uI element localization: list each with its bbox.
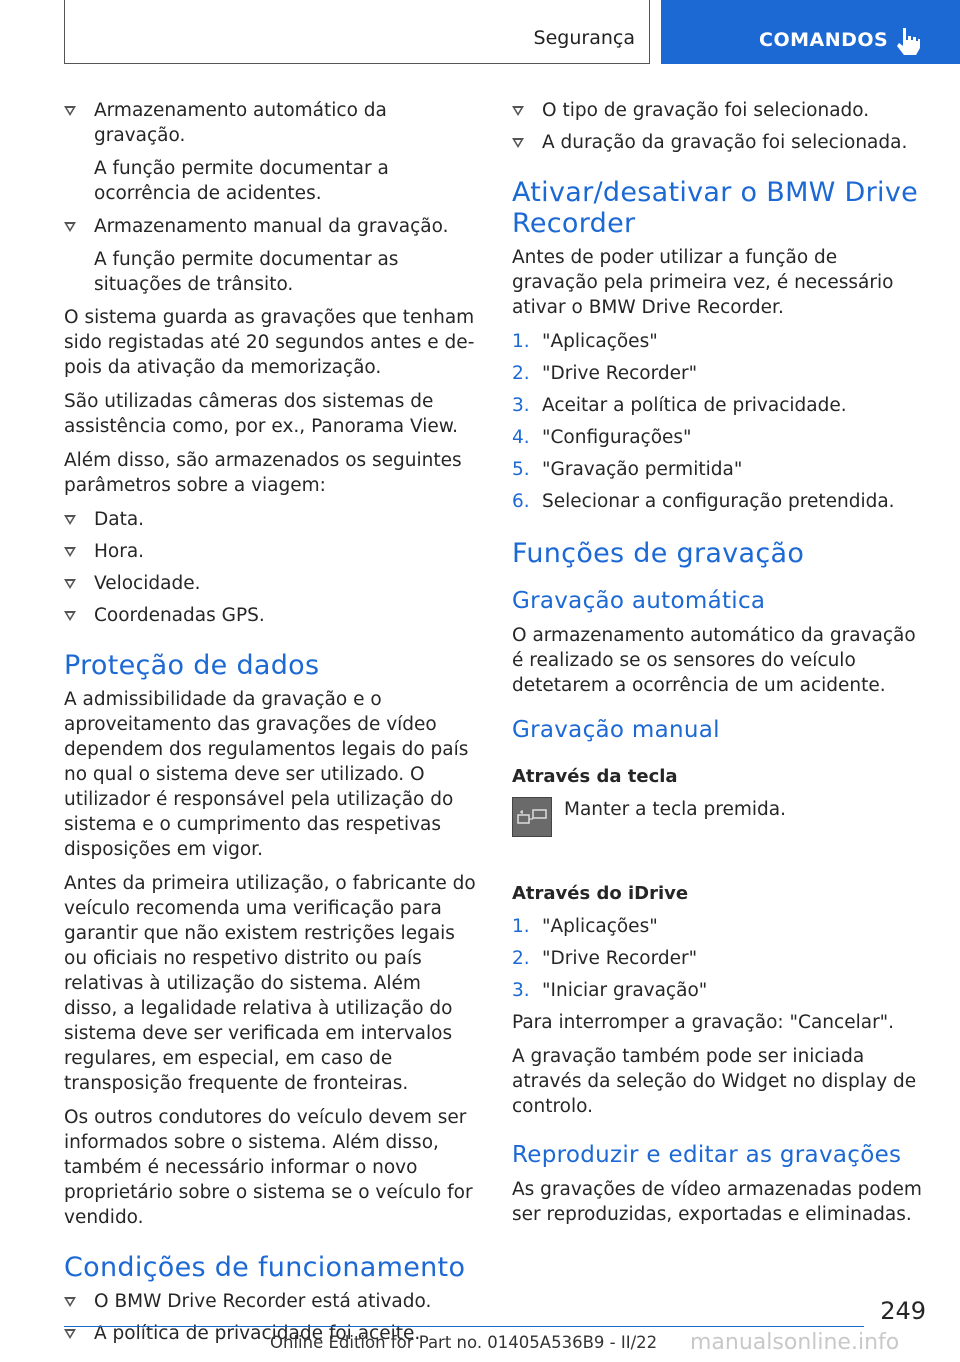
paragraph: O armazenamento automático da gravação é realizado se os sensores do veículo detetarem a ocorrência de um acidente. xyxy=(512,625,916,696)
list-item: O BMW Drive Recorder está ativado. xyxy=(64,1289,476,1314)
triangle-bullet-icon xyxy=(64,547,76,557)
triangle-bullet-icon xyxy=(64,515,76,525)
recorder-button-icon xyxy=(512,797,552,837)
triangle-bullet-icon xyxy=(64,1297,76,1307)
triangle-bullet-icon xyxy=(512,106,524,116)
list-item: Coordenadas GPS. xyxy=(64,603,476,628)
paragraph: O sistema guarda as gravações que tenham sido registadas até 20 segundos antes e depois da ativação da memorização. xyxy=(64,307,475,378)
section-title: Segurança xyxy=(533,27,635,49)
watermark: manualsonline.info xyxy=(690,1330,900,1355)
list-item-detail: A função permite documentar a ocorrência de acidentes. xyxy=(94,158,389,204)
right-column xyxy=(512,98,924,1236)
list-item: Hora. xyxy=(64,539,476,564)
button-instruction xyxy=(512,797,924,861)
paragraph: Antes da primeira utilização, o fabricante do veículo recomenda uma verificação para garantir que não existem restrições legais ou oficiais no respetivo distrito ou país relativas à utilização do sistema. Além disso, a legalidade relativa à utilização do sistema deve ser verificada em intervalos regulares, em especial, em caso de transposição frequente de fronteiras. xyxy=(64,873,476,1094)
trip-parameters-list xyxy=(64,507,476,628)
list-item: 3. "Iniciar gravação" xyxy=(512,980,708,1001)
left-column xyxy=(64,98,476,1353)
heading-protecao: Proteção de dados xyxy=(64,650,320,681)
edition-note: Online Edition for Part no. 01405A536B9 - II/22 xyxy=(270,1333,658,1352)
triangle-bullet-icon xyxy=(512,138,524,148)
triangle-bullet-icon xyxy=(64,579,76,589)
list-item: Velocidade. xyxy=(64,571,476,596)
heading-reproduzir: Reproduzir e editar as gravações xyxy=(512,1142,902,1168)
triangle-bullet-icon xyxy=(64,611,76,621)
idrive-steps xyxy=(512,914,924,1003)
list-item: 4. "Configurações" xyxy=(512,427,692,448)
heading-manual: Gravação manual xyxy=(512,717,720,743)
heading-ativar: Ativar/desativar o BMW Drive Recorder xyxy=(512,177,919,239)
chapter-title: COMANDOS xyxy=(759,29,889,51)
pointing-hand-icon xyxy=(895,26,921,56)
paragraph: Antes de poder utilizar a função de gravação pela primeira vez, é necessário ativar o BMW Drive Recorder. xyxy=(512,247,894,318)
tecla-instruction-text: Manter a tecla premida. xyxy=(564,799,786,820)
paragraph: Os outros condutores do veículo devem ser informados sobre o sistema. Além disso, também é necessário informar o novo proprietário sobre o sistema se o veículo for vendido. xyxy=(64,1107,473,1228)
paragraph: A gravação também pode ser iniciada através da seleção do Widget no display de controlo. xyxy=(512,1046,917,1117)
list-item: 1. "Aplicações" xyxy=(512,331,658,352)
paragraph: São utilizadas câmeras dos sistemas de assistência como, por ex., Panorama View. xyxy=(64,391,459,437)
list-item-detail: A função permite documentar as situações de trânsito. xyxy=(94,249,399,295)
paragraph: Para interromper a gravação: "Cancelar". xyxy=(512,1012,895,1033)
page-number: 249 xyxy=(880,1297,926,1325)
list-item: 5. "Gravação permitida" xyxy=(512,459,743,480)
list-item: Data. xyxy=(64,507,476,532)
conditions-list-continued xyxy=(512,98,924,155)
heading-funcoes: Funções de gravação xyxy=(512,538,805,569)
paragraph: Além disso, são armazenados os seguintes parâmetros sobre a viagem: xyxy=(64,450,462,496)
activation-steps xyxy=(512,329,924,514)
heading-idrive: Através do iDrive xyxy=(512,883,689,904)
list-item: 1. "Aplicações" xyxy=(512,916,658,937)
list-item: O tipo de gravação foi selecionado. xyxy=(512,98,924,123)
list-item: 2. "Drive Recorder" xyxy=(512,363,698,384)
list-item: Armazenamento automático da gravação. A função permite documentar a ocorrência de acidentes. xyxy=(64,98,476,206)
list-item: A duração da gravação foi selecionada. xyxy=(512,130,924,155)
list-item: A política de privacidade foi aceite. xyxy=(64,1321,476,1346)
list-item: 6. Selecionar a configuração pretendida. xyxy=(512,491,895,512)
header-chapter-box xyxy=(661,0,960,64)
triangle-bullet-icon xyxy=(64,106,76,116)
footer-divider xyxy=(64,1326,864,1327)
list-item: 3. Aceitar a política de privacidade. xyxy=(512,395,847,416)
list-item: 2. "Drive Recorder" xyxy=(512,948,698,969)
triangle-bullet-icon xyxy=(64,1329,76,1339)
triangle-bullet-icon xyxy=(64,222,76,232)
heading-tecla: Através da tecla xyxy=(512,766,678,787)
paragraph: As gravações de vídeo armazenadas podem ser reproduzidas, exportadas e eliminadas. xyxy=(512,1179,922,1225)
header-section-box xyxy=(64,0,650,64)
heading-automatica: Gravação automática xyxy=(512,588,766,614)
paragraph: A admissibilidade da gravação e o aproveitamento das gravações de vídeo dependem dos regulamentos legais do país no qual o sistema deve ser utilizado. O utilizador é responsável pela utilização do sistema e o cumprimento das respetivas disposições em vigor. xyxy=(64,689,469,860)
list-item: Armazenamento manual da gravação. A função permite documentar as situações de trânsito. xyxy=(64,214,476,297)
storage-types-list xyxy=(64,98,476,297)
heading-condicoes: Condições de funcionamento xyxy=(64,1252,466,1283)
